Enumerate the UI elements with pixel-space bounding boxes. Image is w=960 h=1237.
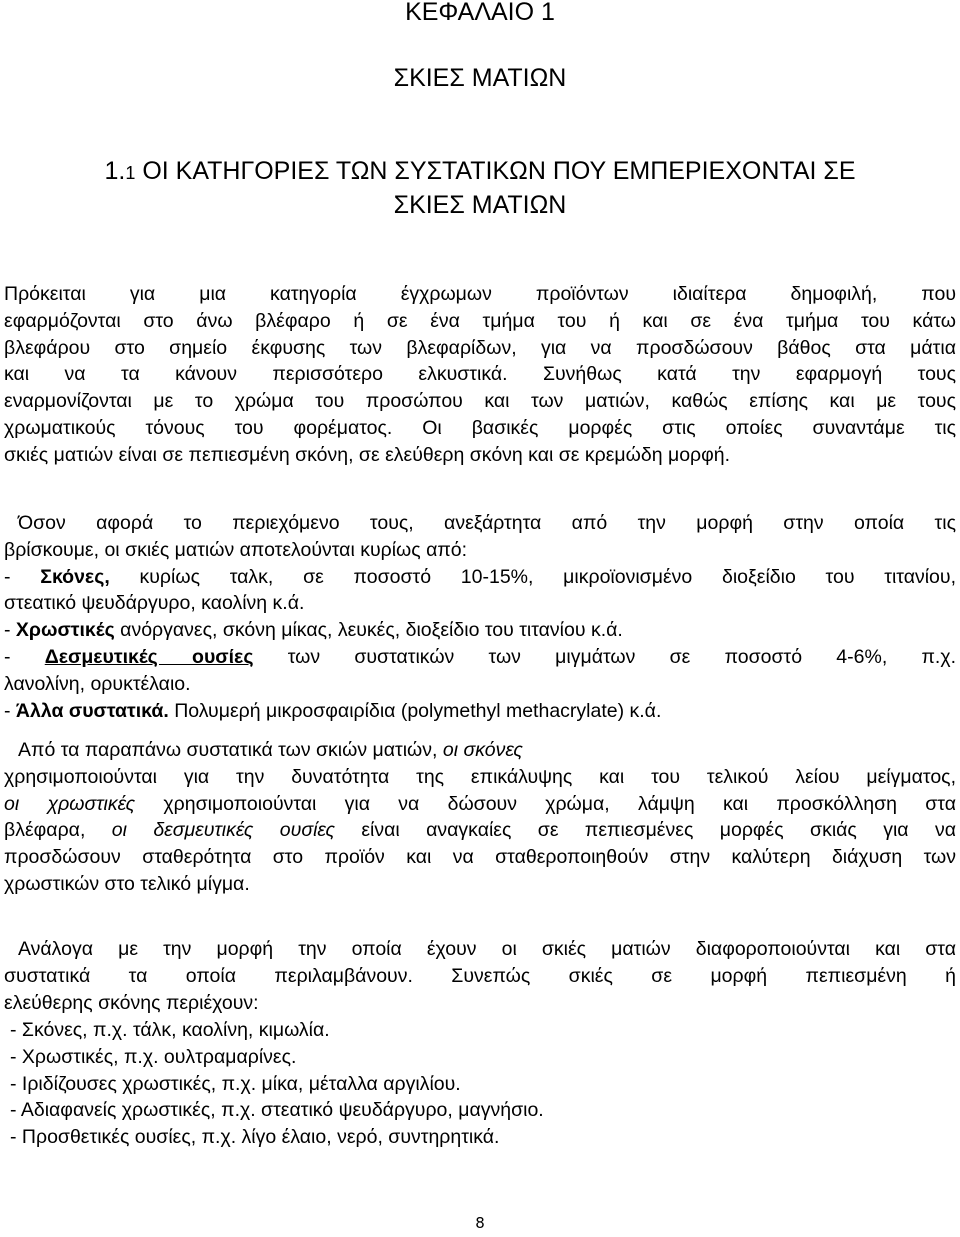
ingredient-item-powders [4, 564, 956, 591]
paragraph-line: εφαρμόζονται στο άνω βλέφαρο ή σε ένα τμήμα του ή και σε ένα τμήμα του κάτω [4, 309, 956, 332]
ingredient-term: Άλλα συστατικά. [15, 699, 169, 722]
section-title-line2: ΣΚΙΕΣ ΜΑΤΙΩΝ [393, 191, 567, 219]
italic-term: οι σκόνες [442, 739, 523, 761]
text-run: είναι αναγκαίες σε πεπιεσμένες μορφές σκιάς για να [334, 819, 957, 842]
ingredient-item-binders-cont: λανολίνη, ορυκτέλαιο. [4, 672, 191, 695]
paragraph-line: εναρμονίζονται με το χρώμα του προσώπου και των ματιών, καθώς επίσης και με τους [4, 390, 956, 413]
section-heading-line1 [60, 155, 900, 189]
paragraph-line: Όσον αφορά το περιεχόμενο τους, ανεξάρτητα από την μορφή στην οποία τις [18, 512, 956, 534]
paragraph-intro [4, 281, 956, 469]
item-dash: - [4, 699, 16, 722]
paragraph-line: ελεύθερης σκόνης περιέχουν: [4, 991, 259, 1014]
paragraph-line: βρίσκουμε, οι σκιές ματιών αποτελούνται κυρίως από: [4, 538, 468, 561]
paragraph-line: προσδώσουν σταθερότητα στο προϊόν και να σταθεροποιηθούν στην καλύτερη διάχυση των [4, 846, 956, 869]
list-item: - Αδιαφανείς χρωστικές, π.χ. στεατικό ψευδάργυρο, μαγνήσιο. [10, 1099, 544, 1122]
paragraph-line: βλεφάρου στο σημείο έκφυσης των βλεφαρίδων, για να προσδώσουν βάθος στα μάτια [4, 336, 956, 359]
paragraph-line [4, 817, 956, 844]
list-item: - Χρωστικές, π.χ. ουλτραμαρίνες. [10, 1045, 297, 1068]
paragraph-ingredients [4, 510, 956, 724]
ingredient-description: κυρίως ταλκ, σε ποσοστό 10-15%, μικροϊονισμένο διοξείδιο του τιτανίου, [109, 565, 956, 588]
ingredient-term: Δεσμευτικές ουσίες [44, 645, 254, 668]
paragraph-line: χρησιμοποιούνται για την δυνατότητα της επικάλυψης και του τελικού λείου μείγματος, [4, 765, 956, 788]
italic-term: οι χρωστικές [4, 792, 136, 815]
section-number: 1. [104, 157, 126, 185]
text-run: Από τα παραπάνω συστατικά των σκιών ματιών, [18, 739, 443, 761]
section-heading [60, 155, 900, 221]
paragraph-line: σκιές ματιών είναι σε πεπιεσμένη σκόνη, σε ελεύθερη σκόνη και σε κρεμώδη μορφή. [4, 443, 731, 466]
paragraph-line: χρωστικών στο τελικό μίγμα. [4, 872, 250, 895]
page-number: 8 [475, 1214, 485, 1232]
section-title-line1: ΟΙ ΚΑΤΗΓΟΡΙΕΣ ΤΩΝ ΣΥΣΤΑΤΙΚΩΝ ΠΟΥ ΕΜΠΕΡΙΕΧΟΝΤΑΙ ΣΕ [142, 157, 856, 185]
text-run: βλέφαρα, [4, 819, 112, 842]
paragraph-line: συστατικά τα οποία περιλαμβάνουν. Συνεπώς σκιές σε μορφή πεπιεσμένη ή [4, 964, 956, 987]
item-dash: - [4, 619, 16, 642]
ingredient-term: Σκόνες, [40, 565, 110, 588]
paragraph-forms [4, 936, 956, 1016]
ingredient-description: ανόργανες, σκόνη μίκας, λευκές, διοξείδιο του τιτανίου κ.ά. [114, 619, 623, 642]
ingredient-description: των συστατικών των μιγμάτων σε ποσοστό 4-6%, π.χ. [253, 645, 956, 668]
ingredient-item-binders [4, 644, 956, 671]
section-subnumber: 1 [125, 163, 136, 183]
paragraph-functions [4, 737, 956, 898]
list-item: - Σκόνες, π.χ. τάλκ, καολίνη, κιμωλία. [10, 1019, 330, 1041]
item-dash: - [4, 645, 45, 668]
italic-term: οι δεσμευτικές ουσίες [111, 819, 335, 842]
paragraph-line: Πρόκειται για μια κατηγορία έγχρωμων προϊόντων ιδιαίτερα δημοφιλή, που [4, 283, 956, 305]
ingredient-item-powders-cont: στεατικό ψευδάργυρο, καολίνη κ.ά. [4, 592, 305, 615]
list-item: - Ιριδίζουσες χρωστικές, π.χ. μίκα, μέταλλα αργιλίου. [10, 1072, 461, 1095]
paragraph-line [4, 737, 956, 764]
ingredient-term: Χρωστικές [15, 619, 115, 642]
paragraph-line [4, 791, 956, 818]
composition-list [10, 1017, 544, 1151]
text-run: χρησιμοποιούνται για να δώσουν χρώμα, λάμψη και προσκόλληση στα [135, 792, 957, 815]
ingredient-item-other [4, 698, 956, 725]
list-item: - Προσθετικές ουσίες, π.χ. λίγο έλαιο, νερό, συντηρητικά. [10, 1126, 500, 1149]
paragraph-line: και να τα κάνουν περισσότερο ελκυστικά. Συνήθως κατά την εφαρμογή τους [4, 363, 956, 386]
ingredient-item-pigments [4, 617, 956, 644]
paragraph-line: Ανάλογα με την μορφή την οποία έχουν οι σκιές ματιών διαφοροποιούνται και στα [18, 938, 956, 960]
paragraph-line: χρωματικούς τόνους του φορέματος. Οι βασικές μορφές στις οποίες συναντάμε τις [4, 416, 956, 439]
page-title: ΣΚΙΕΣ ΜΑΤΙΩΝ [393, 64, 567, 92]
item-dash: - [4, 565, 41, 588]
chapter-heading: ΚΕΦΑΛΑΙΟ 1 [405, 0, 555, 26]
ingredient-description: Πολυμερή μικροσφαιρίδια (polymethyl methacrylate) κ.ά. [168, 699, 662, 722]
